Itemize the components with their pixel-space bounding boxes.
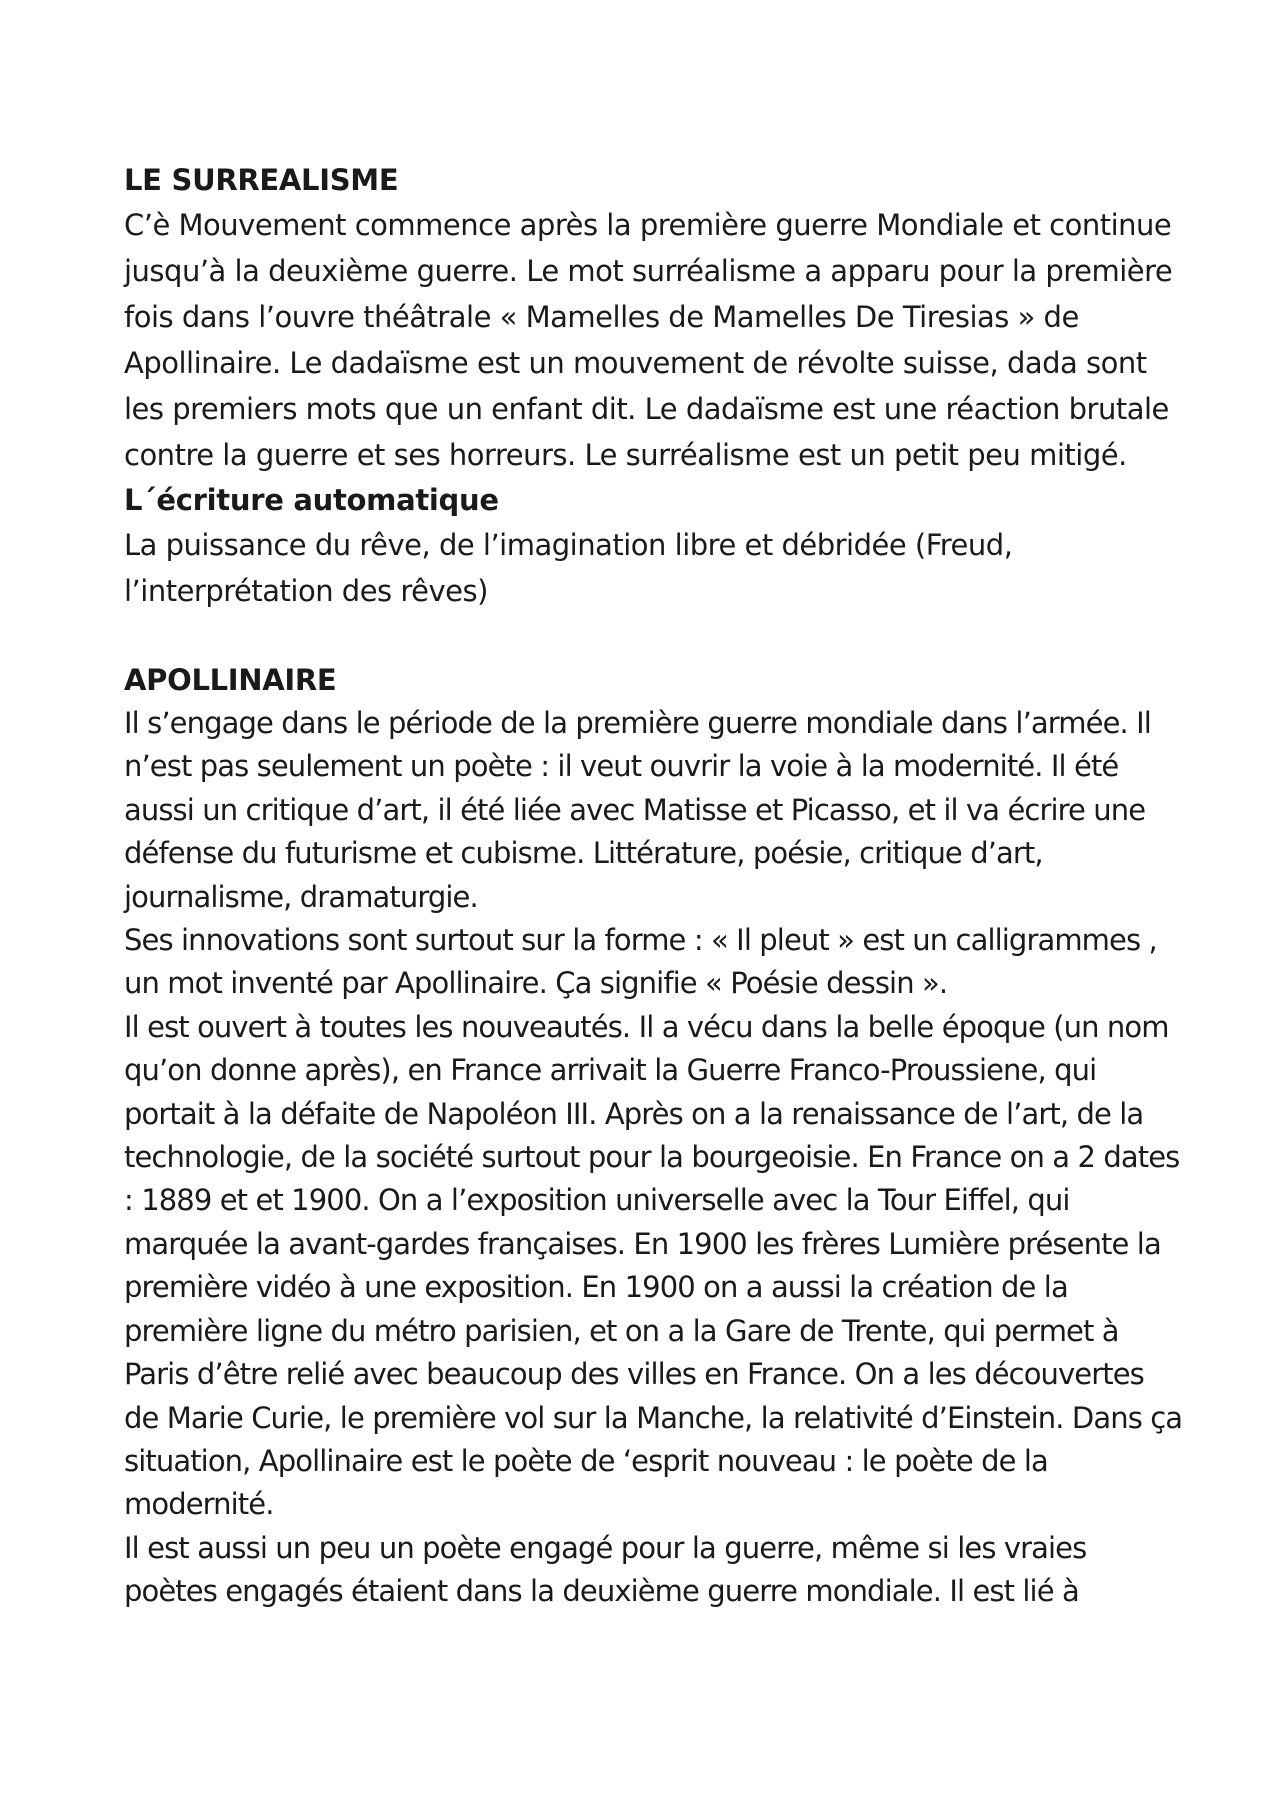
section-title-ecriture-automatique: L´écriture automatique — [124, 483, 499, 517]
paragraph-apollinaire-4: Il est aussi un peu un poète engagé pour la guerre, même si les vraies poètes engagés étaient dans la deuxième guerre mondiale. Il est lié à — [124, 1530, 1087, 1609]
paragraph-ecriture-automatique: La puissance du rêve, de l’imagination libre et débridée (Freud, l’interprétation des rêves) — [124, 528, 1013, 608]
paragraph-apollinaire-1: Il s’engage dans le période de la première guerre mondiale dans l’armée. Il n’est pas seulement un poète : il veut ouvrir la voie à la modernité. Il été aussi un critique d’art, il été liée avec Matisse et Picasso, et il va écrire une défense du futurisme et cubisme. Littérature, poésie, critique d’art, journalisme, dramaturgie. — [124, 706, 1151, 914]
paragraph-apollinaire-2: Ses innovations sont surtout sur la forme : « Il pleut » est un calligrammes , un mot inventé par Apollinaire. Ça signifie « Poésie dessin ». — [124, 923, 1157, 1001]
section-spacer — [124, 614, 1184, 658]
paragraph-surrealisme: C’è Mouvement commence après la première guerre Mondiale et continue jusqu’à la deuxième guerre. Le mot surréalisme a apparu pour la première fois dans l’ouvre théâtrale « Mamelles de Mamelles De Tiresias » de Apollinaire. Le dadaïsme est un mouvement de révolte suisse, dada sont les premiers mots que un enfant dit. Le dadaïsme est une réaction brutale contre la guerre et ses horreurs. Le surréalisme est un petit peu mitigé. — [124, 208, 1173, 472]
section-title-surrealisme: LE SURREALISME — [124, 163, 399, 197]
paragraph-apollinaire-3: Il est ouvert à toutes les nouveautés. Il a vécu dans la belle époque (un nom qu’on donne après), en France arrivait la Guerre Franco-Proussiene, qui portait à la défaite de Napoléon III. Après on a la renaissance de l’art, de la technologie, de la société surtout pour la bourgeoisie. En France on a 2 dates : 1889 et et 1900. On a l’exposition universelle avec la Tour Eiffel, qui marquée la avant-gardes françaises. En 1900 les frères Lumière présente la première vidéo à une exposition. En 1900 on a aussi la création de la première ligne du métro parisien, et on a la Gare de Trente, qui permet à Paris d’être relié avec beaucoup des villes en France. On a les découvertes de Marie Curie, le première vol sur la Manche, la relativité d’Einstein. Dans ça situation, Apollinaire est le poète de ‘esprit nouveau : le poète de la modernité. — [124, 1009, 1183, 1522]
section-title-apollinaire: APOLLINAIRE — [124, 663, 337, 697]
document-page — [124, 158, 1184, 1614]
